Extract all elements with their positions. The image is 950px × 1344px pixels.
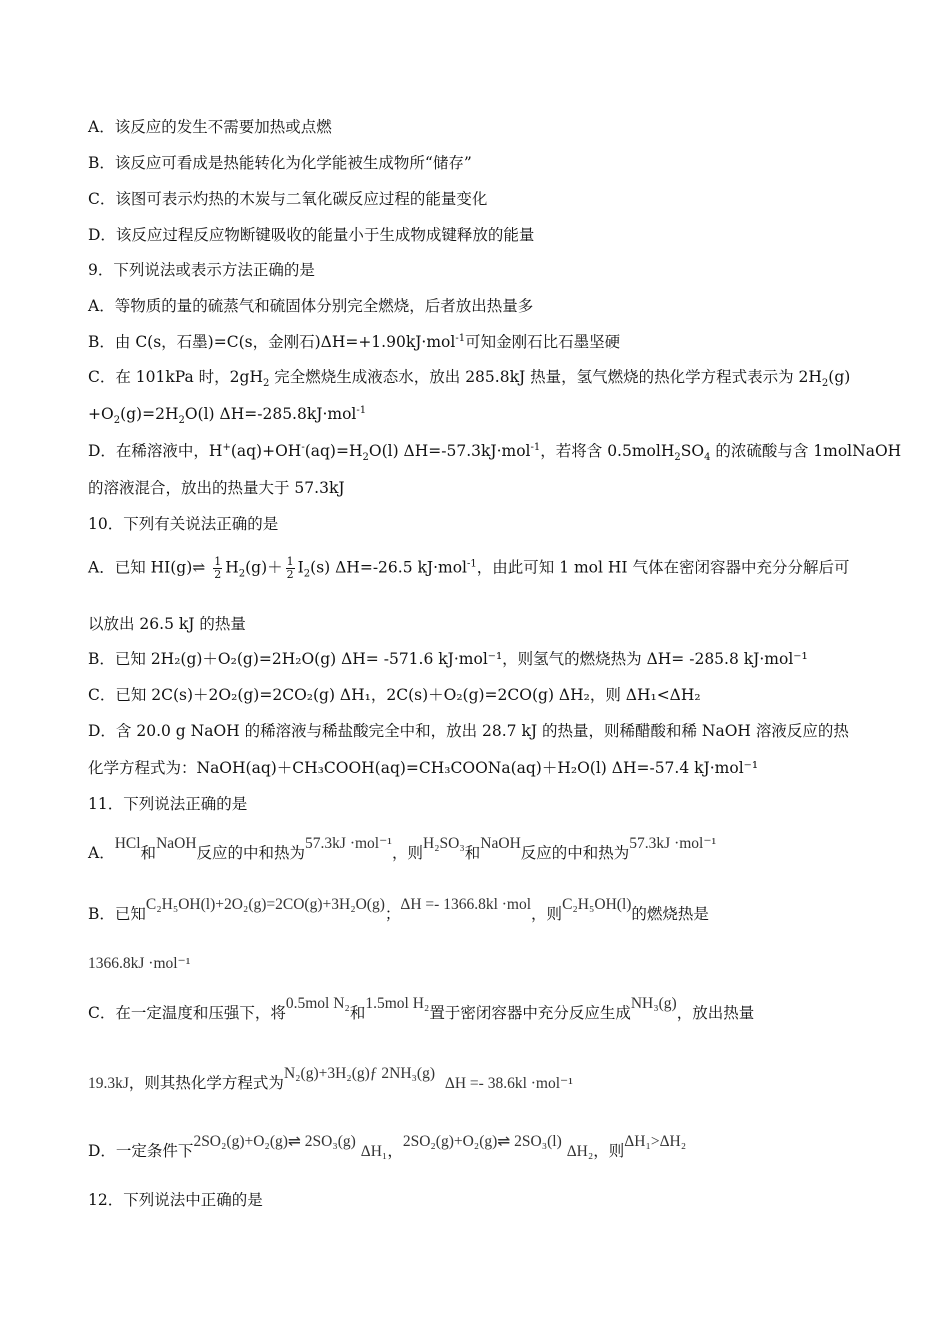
q9-stem: 9．下列说法或表示方法正确的是	[88, 261, 315, 279]
q9-option-c-line1: C．在 101kPa 时，$2gH_2$ 完全燃烧生成液态水，放出 285.8kJ 热量，氢气燃烧的热化学方程式表示为 $2H_2(g)$	[88, 368, 851, 390]
q8-option-a: A．该反应的发生不需要加热或点燃	[88, 118, 332, 136]
q9-option-b: B．由 C(s，石墨)=C(s，金刚石)ΔH=+1.90kJ·mol$^{-1}$可知金刚石比石墨坚硬	[88, 332, 621, 351]
fraction-half-2: $\frac{1}{2}$	[286, 555, 294, 581]
q8-option-c: C．该图可表示灼热的木炭与二氧化碳反应过程的能量变化	[88, 190, 488, 208]
q11-option-b-line1: B．已知C₂H₅OH(l)+2O₂(g)=2CO(g)+3H₂O(g)；ΔH =- 1366.8kl ·mol，则C₂H₅OH(l)的燃烧热是	[88, 896, 709, 923]
fraction-half-1: $\frac{1}{2}$	[214, 555, 222, 581]
q11-option-d: D．一定条件下2SO₂(g)+O₂(g)⇌ 2SO₃(g) ΔH₁，2SO₂(g)+O₂(g)⇌ 2SO₃(l) ΔH₂，则ΔH₁>ΔH₂	[88, 1133, 687, 1160]
q8-option-d: D．该反应过程反应物断键吸收的能量小于生成物成键释放的能量	[88, 226, 535, 244]
q10-option-b: B．已知 2H₂(g)＋O₂(g)=2H₂O(g) ΔH= -571.6 kJ·mol⁻¹，则氢气的燃烧热为 ΔH= -285.8 kJ·mol⁻¹	[88, 650, 808, 668]
q11-stem: 11．下列说法正确的是	[88, 795, 248, 813]
q10-option-c: C．已知 2C(s)＋2O₂(g)=2CO₂(g) ΔH₁，2C(s)＋O₂(g)=2CO(g) ΔH₂，则 ΔH₁<ΔH₂	[88, 686, 701, 704]
q11-option-c-line1: C．在一定温度和压强下，将0.5mol N₂和1.5mol H₂置于密闭容器中充分反应生成NH₃(g)，放出热量	[88, 995, 755, 1022]
q10-option-d-line2: 化学方程式为：NaOH(aq)＋CH₃COOH(aq)=CH₃COONa(aq)＋H₂O(l) ΔH=-57.4 kJ·mol⁻¹	[88, 759, 759, 777]
q9-option-d-line2: 的溶液混合，放出的热量大于 57.3kJ	[88, 479, 345, 497]
q12-stem: 12．下列说法中正确的是	[88, 1191, 263, 1209]
q9-option-d-line1: D．在稀溶液中，$H^+(aq)+OH^-(aq)=H_2O(l)$ ΔH=-57.3kJ·mol$^{-1}$，若将含 $0.5molH_2SO_4$ 的浓硫酸与含 1molNaOH	[88, 441, 902, 464]
q10-option-a-line2: 以放出 26.5 kJ 的热量	[88, 615, 246, 633]
q10-option-d-line1: D．含 20.0 g NaOH 的稀溶液与稀盐酸完全中和，放出 28.7 kJ 的热量，则稀醋酸和稀 NaOH 溶液反应的热	[88, 722, 849, 740]
q11-option-b-line2: 1366.8kJ ·mol⁻¹	[88, 955, 191, 972]
q8-option-b: B．该反应可看成是热能转化为化学能被生成物所“储存”	[88, 154, 472, 172]
q11-option-a: A．HCl和NaOH反应的中和热为57.3kJ ·mol⁻¹，则H₂SO₃和NaOH反应的中和热为57.3kJ ·mol⁻¹	[88, 835, 717, 862]
ethanol-combustion-equation: C₂H₅OH(l)+2O₂(g)=2CO(g)+3H₂O(g)	[145, 896, 385, 913]
ammonia-synthesis-equation: N₂(g)+3H₂(g)ƒ 2NH₃(g)	[283, 1065, 436, 1082]
q9-option-a: A．等物质的量的硫蒸气和硫固体分别完全燃烧，后者放出热量多	[88, 297, 534, 315]
q11-option-c-line2: 19.3kJ，则其热化学方程式为N₂(g)+3H₂(g)ƒ 2NH₃(g) ΔH =- 38.6kl ·mol⁻¹	[88, 1065, 573, 1092]
q10-option-a-line1: A．已知 HI(g)⇌ $\frac{1}{2}$ $H_2(g)+$ $\frac{1}{2}$ $I_2(s)$ ΔH=-26.5 kJ·mol$^{-1}$，由此可知 1 mol HI 气体在密闭容器中充分分解后可	[88, 555, 850, 581]
q10-stem: 10．下列有关说法正确的是	[88, 515, 279, 533]
q9-option-c-line2: $+O_2(g)=2H_2O(l)$ ΔH=-285.8kJ·mol$^{-1}$	[88, 404, 367, 427]
